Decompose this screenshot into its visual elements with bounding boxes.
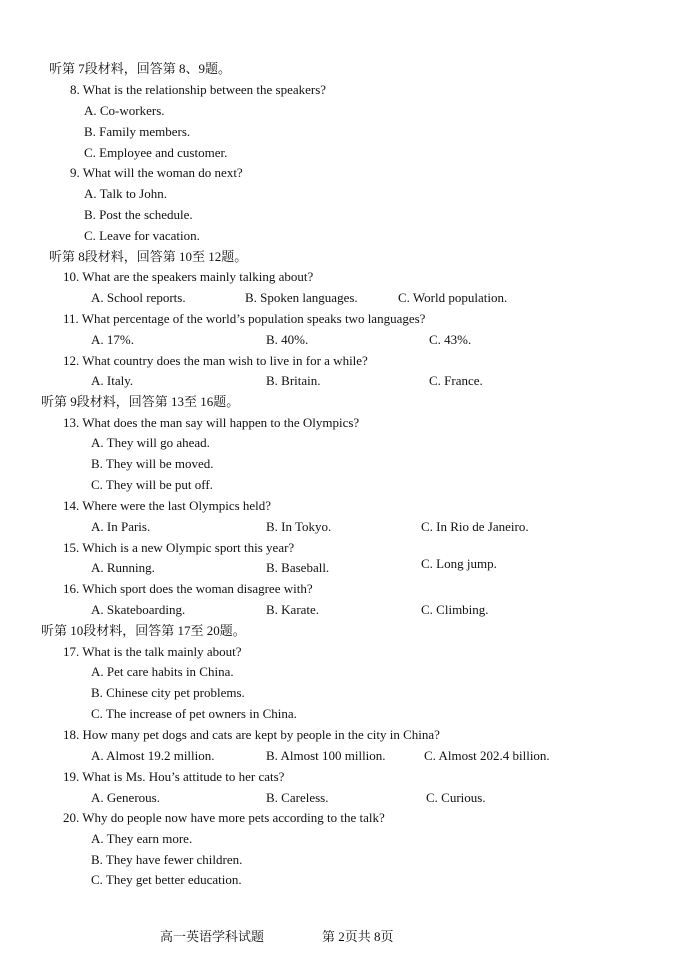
section-heading: 听第 10段材料，回答第 17至 20题。: [41, 623, 246, 638]
question-option: C. 43%.: [429, 332, 472, 347]
question-option: C. They get better education.: [91, 872, 242, 887]
footer-subject: 高一英语学科试题: [160, 929, 265, 944]
question-stem: 18. How many pet dogs and cats are kept by people in the city in China?: [63, 727, 440, 742]
question-stem: 11. What percentage of the world’s population speaks two languages?: [63, 311, 426, 326]
question-option: C. Curious.: [426, 790, 486, 805]
question-option: C. World population.: [398, 290, 508, 305]
question-option: B. They have fewer children.: [91, 852, 243, 867]
question-option: B. Family members.: [84, 124, 191, 139]
question-option: B. Karate.: [266, 602, 320, 617]
question-option: A. Talk to John.: [84, 186, 167, 201]
question-option: A. School reports.: [91, 290, 186, 305]
question-option: B. 40%.: [266, 332, 309, 347]
section-heading: 听第 8段材料，回答第 10至 12题。: [49, 249, 248, 264]
question-option: A. Almost 19.2 million.: [91, 748, 215, 763]
section-heading: 听第 7段材料，回答第 8、9题。: [49, 61, 232, 76]
question-option: B. Careless.: [266, 790, 329, 805]
question-option: C. Almost 202.4 billion.: [424, 748, 550, 763]
question-option: B. Post the schedule.: [84, 207, 193, 222]
question-option: C. Long jump.: [421, 556, 497, 571]
question-option: A. In Paris.: [91, 519, 151, 534]
question-option: B. Chinese city pet problems.: [91, 685, 245, 700]
question-stem: 15. Which is a new Olympic sport this year?: [63, 540, 295, 555]
question-option: C. Leave for vacation.: [84, 228, 200, 243]
question-option: A. They earn more.: [91, 831, 193, 846]
question-option: B. Britain.: [266, 373, 321, 388]
question-option: B. They will be moved.: [91, 456, 214, 471]
question-option: C. In Rio de Janeiro.: [421, 519, 529, 534]
question-option: A. They will go ahead.: [91, 435, 210, 450]
question-option: B. Almost 100 million.: [266, 748, 386, 763]
question-option: C. The increase of pet owners in China.: [91, 706, 297, 721]
question-option: C. Climbing.: [421, 602, 489, 617]
question-option: A. Running.: [91, 560, 155, 575]
question-stem: 13. What does the man say will happen to the Olympics?: [63, 415, 360, 430]
question-option: C. They will be put off.: [91, 477, 213, 492]
question-option: A. Pet care habits in China.: [91, 664, 234, 679]
question-stem: 14. Where were the last Olympics held?: [63, 498, 272, 513]
question-option: A. Generous.: [91, 790, 160, 805]
question-stem: 16. Which sport does the woman disagree with?: [63, 581, 313, 596]
question-stem: 17. What is the talk mainly about?: [63, 644, 242, 659]
question-stem: 10. What are the speakers mainly talking about?: [63, 269, 314, 284]
question-stem: 19. What is Ms. Hou’s attitude to her cats?: [63, 769, 285, 784]
question-option: A. Skateboarding.: [91, 602, 186, 617]
question-option: A. Italy.: [91, 373, 134, 388]
question-stem: 8. What is the relationship between the speakers?: [70, 82, 327, 97]
question-stem: 20. Why do people now have more pets according to the talk?: [63, 810, 385, 825]
question-stem: 12. What country does the man wish to live in for a while?: [63, 353, 368, 368]
footer-page-number: 第 2页共 8页: [322, 929, 394, 944]
question-option: A. Co-workers.: [84, 103, 165, 118]
section-heading: 听第 9段材料，回答第 13至 16题。: [41, 394, 240, 409]
question-option: B. Baseball.: [266, 560, 330, 575]
question-option: B. Spoken languages.: [245, 290, 358, 305]
question-stem: 9. What will the woman do next?: [70, 165, 243, 180]
question-option: C. Employee and customer.: [84, 145, 228, 160]
question-option: B. In Tokyo.: [266, 519, 332, 534]
question-option: C. France.: [429, 373, 483, 388]
question-option: A. 17%.: [91, 332, 134, 347]
